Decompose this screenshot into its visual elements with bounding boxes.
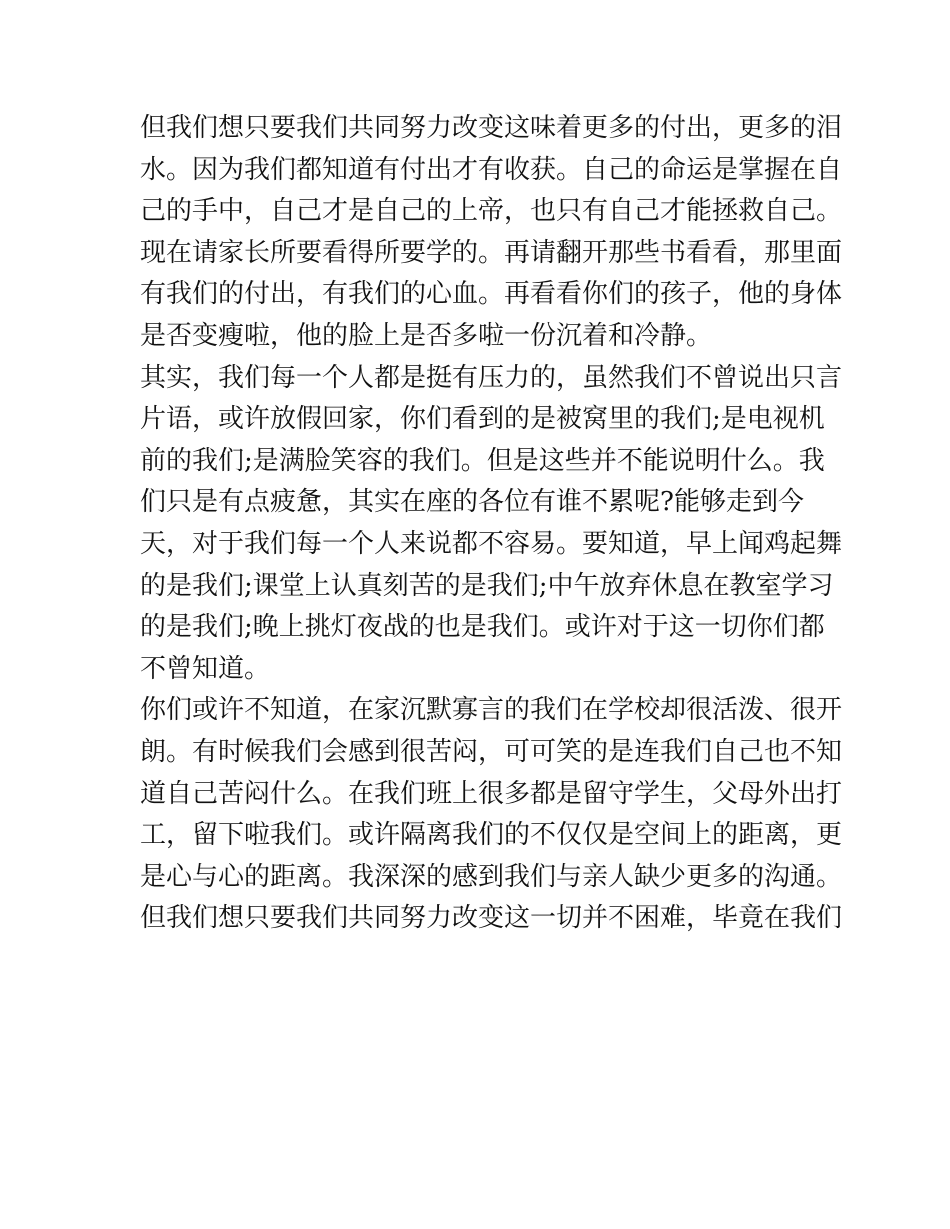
text-line: 是心与心的距离。我深深的感到我们与亲人缺少更多的沟通。: [140, 861, 843, 892]
text-line: 工，留下啦我们。或许隔离我们的不仅仅是空间上的距离，更: [140, 820, 843, 851]
text-line: 的是我们;晚上挑灯夜战的也是我们。或许对于这一切你们都: [140, 612, 825, 643]
text-line: 水。因为我们都知道有付出才有收获。自己的命运是掌握在自: [140, 154, 843, 185]
text-line: 你们或许不知道，在家沉默寡言的我们在学校却很活泼、很开: [140, 695, 843, 726]
text-line: 天，对于我们每一个人来说都不容易。要知道，早上闻鸡起舞: [140, 528, 843, 559]
text-line: 们只是有点疲惫，其实在座的各位有谁不累呢?能够走到今: [140, 487, 804, 518]
text-line: 其实，我们每一个人都是挺有压力的，虽然我们不曾说出只言: [140, 362, 843, 393]
document-body: [140, 108, 843, 940]
text-line: 朗。有时候我们会感到很苦闷，可可笑的是连我们自己也不知: [140, 736, 843, 767]
text-line: 但我们想只要我们共同努力改变这味着更多的付出，更多的泪: [140, 113, 843, 143]
text-line: 但我们想只要我们共同努力改变这一切并不困难，毕竟在我们: [140, 903, 843, 934]
paragraph-3: [140, 690, 843, 940]
text-line: 是否变瘦啦，他的脸上是否多啦一份沉着和冷静。: [140, 320, 713, 351]
text-line: 己的手中，自己才是自己的上帝，也只有自己才能拯救自己。: [140, 196, 843, 227]
text-line: 的是我们;课堂上认真刻苦的是我们;中午放弃休息在教室学习: [140, 570, 834, 601]
text-line: 片语，或许放假回家，你们看到的是被窝里的我们;是电视机: [140, 404, 825, 435]
text-line: 道自己苦闷什么。在我们班上很多都是留守学生，父母外出打: [140, 778, 843, 809]
text-line: 不曾知道。: [140, 653, 271, 684]
text-line: 现在请家长所要看得所要学的。再请翻开那些书看看，那里面: [140, 237, 843, 268]
text-line: 前的我们;是满脸笑容的我们。但是这些并不能说明什么。我: [140, 445, 825, 476]
paragraph-1: [140, 108, 843, 358]
text-line: 有我们的付出，有我们的心血。再看看你们的孩子，他的身体: [140, 279, 843, 310]
paragraph-2: [140, 358, 843, 691]
